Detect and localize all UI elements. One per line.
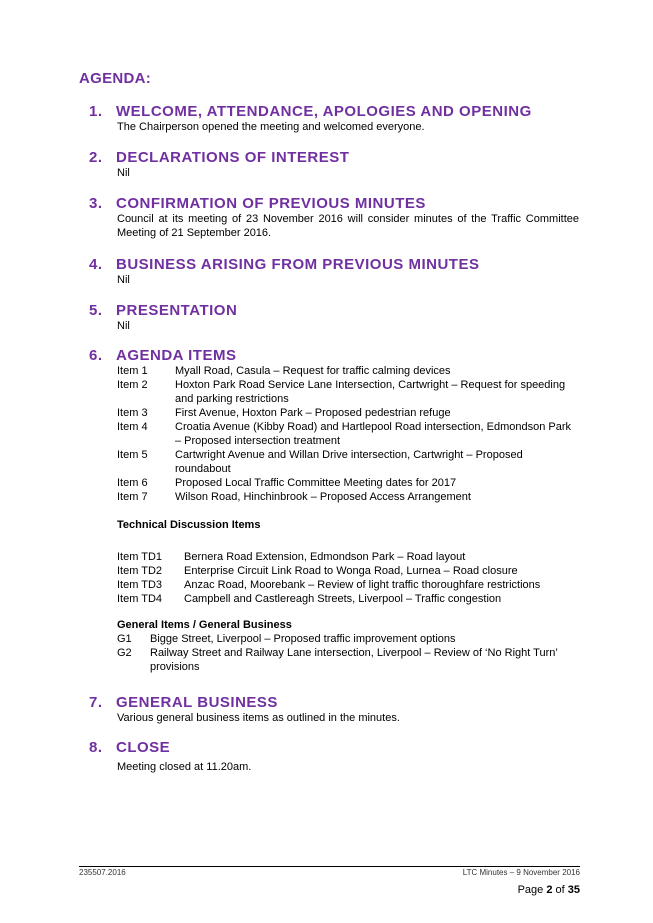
item-label: Item 1 <box>117 365 148 377</box>
section-body: Nil <box>117 167 130 179</box>
item-label: Item TD2 <box>117 565 163 577</box>
section-title-text: CLOSE <box>116 739 171 756</box>
section-body: Nil <box>117 320 130 332</box>
section-number: 8. <box>89 739 103 756</box>
section-title-text: WELCOME, ATTENDANCE, APOLOGIES AND OPENING <box>116 103 532 120</box>
item-text: First Avenue, Hoxton Park – Proposed pedestrian refuge <box>175 407 451 419</box>
document-reference: 235507.2016 <box>79 868 126 877</box>
section-number: 7. <box>89 694 103 711</box>
list-item <box>117 406 579 420</box>
document-title-footer: LTC Minutes – 9 November 2016 <box>462 868 580 877</box>
list-item <box>117 564 579 578</box>
page-of: of <box>552 884 568 896</box>
page-number <box>518 884 580 896</box>
item-label: Item TD3 <box>117 579 163 591</box>
list-item <box>117 592 579 606</box>
section-number: 5. <box>89 302 103 319</box>
list-item <box>117 378 579 406</box>
item-label: Item TD1 <box>117 551 163 563</box>
item-label: Item 5 <box>117 449 148 461</box>
item-label: G2 <box>117 647 132 659</box>
item-text: Campbell and Castlereagh Streets, Liverpool – Traffic congestion <box>184 593 502 605</box>
section-title-text: CONFIRMATION OF PREVIOUS MINUTES <box>116 195 426 212</box>
agenda-heading: AGENDA: <box>79 70 152 87</box>
item-label: Item 6 <box>117 477 148 489</box>
item-text: Croatia Avenue (Kibby Road) and Hartlepool Road intersection, Edmondson Park – Proposed intersection treatment <box>175 421 572 447</box>
item-text: Bernera Road Extension, Edmondson Park – Road layout <box>184 551 466 563</box>
list-item <box>117 448 579 476</box>
section-title-text: GENERAL BUSINESS <box>116 694 278 711</box>
list-item <box>117 476 579 490</box>
section-title <box>89 149 349 166</box>
item-label: Item 4 <box>117 421 148 433</box>
item-label: Item TD4 <box>117 593 163 605</box>
page-current: 2 <box>546 884 553 896</box>
item-text: Railway Street and Railway Lane intersection, Liverpool – Review of ‘No Right Turn’ provisions <box>150 647 558 673</box>
section-title-text: PRESENTATION <box>116 302 238 319</box>
section-title <box>89 347 236 364</box>
technical-items-heading: Technical Discussion Items <box>117 519 261 531</box>
list-item <box>117 420 579 448</box>
section-title <box>89 739 170 756</box>
section-title-text: BUSINESS ARISING FROM PREVIOUS MINUTES <box>116 256 480 273</box>
section-title-text: AGENDA ITEMS <box>116 347 237 364</box>
item-text: Cartwright Avenue and Willan Drive intersection, Cartwright – Proposed roundabout <box>175 449 523 475</box>
list-item <box>117 550 579 564</box>
section-number: 4. <box>89 256 103 273</box>
section-number: 3. <box>89 195 103 212</box>
item-text: Proposed Local Traffic Committee Meeting dates for 2017 <box>175 477 457 489</box>
section-body: The Chairperson opened the meeting and welcomed everyone. <box>117 121 425 133</box>
item-text: Enterprise Circuit Link Road to Wonga Road, Lurnea – Road closure <box>184 565 518 577</box>
section-body: Meeting closed at 11.20am. <box>117 761 252 773</box>
section-number: 2. <box>89 149 103 166</box>
section-body: Council at its meeting of 23 November 2016 will consider minutes of the Traffic Committee Meeting of 21 September 2016. <box>117 213 579 239</box>
list-item <box>117 364 579 378</box>
list-item <box>117 632 579 646</box>
section-title <box>89 256 479 273</box>
list-item <box>117 646 579 674</box>
item-label: Item 2 <box>117 379 148 391</box>
section-title-text: DECLARATIONS OF INTEREST <box>116 149 350 166</box>
list-item <box>117 490 579 504</box>
section-body: Nil <box>117 274 130 286</box>
item-text: Hoxton Park Road Service Lane Intersection, Cartwright – Request for speeding and parking restrictions <box>175 379 566 405</box>
footer-divider <box>79 866 580 867</box>
section-title <box>89 103 532 120</box>
agenda-item-list <box>117 364 579 674</box>
item-label: Item 3 <box>117 407 148 419</box>
page-total: 35 <box>567 884 580 896</box>
item-label: G1 <box>117 633 132 645</box>
page-prefix: Page <box>517 884 547 896</box>
section-title <box>89 694 278 711</box>
section-title <box>89 302 237 319</box>
list-item <box>117 578 579 592</box>
item-text: Anzac Road, Moorebank – Review of light traffic thoroughfare restrictions <box>184 579 541 591</box>
section-number: 6. <box>89 347 103 364</box>
section-title <box>89 195 426 212</box>
section-number: 1. <box>89 103 103 120</box>
general-items-heading: General Items / General Business <box>117 619 292 631</box>
item-text: Bigge Street, Liverpool – Proposed traffic improvement options <box>150 633 456 645</box>
item-label: Item 7 <box>117 491 148 503</box>
item-text: Myall Road, Casula – Request for traffic calming devices <box>175 365 451 377</box>
item-text: Wilson Road, Hinchinbrook – Proposed Access Arrangement <box>175 491 471 503</box>
section-body: Various general business items as outlined in the minutes. <box>117 712 400 724</box>
